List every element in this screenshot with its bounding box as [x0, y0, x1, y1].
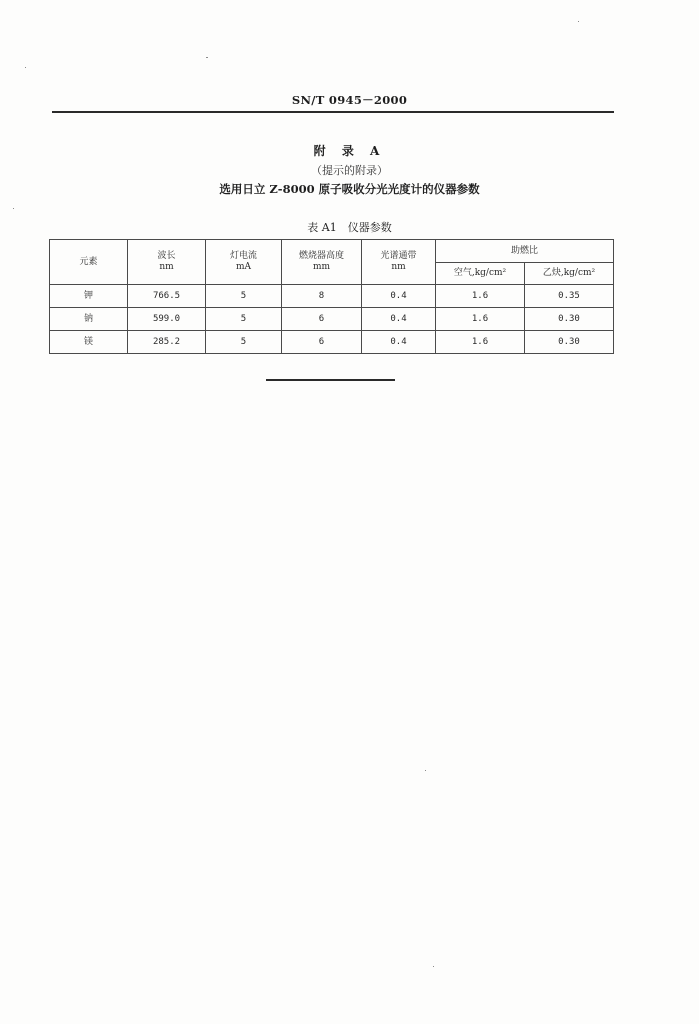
cell-air: 1.6: [436, 331, 525, 354]
scan-speck: [433, 966, 434, 967]
table-row: [50, 285, 614, 308]
cell-wavelength: 599.0: [128, 308, 206, 331]
scan-speck: [25, 67, 26, 68]
header-lamp-current: [206, 240, 282, 285]
cell-element: 钠: [50, 308, 128, 331]
header-burner-height-unit: mm: [312, 262, 331, 272]
end-rule: [266, 379, 395, 381]
table-row: [50, 308, 614, 331]
cell-acetylene: 0.35: [525, 285, 614, 308]
cell-air: 1.6: [436, 308, 525, 331]
cell-element: 钾: [50, 285, 128, 308]
cell-slit: 0.4: [362, 285, 436, 308]
header-rule: [52, 111, 614, 113]
cell-lamp-current: 5: [206, 285, 282, 308]
header-lamp-current-unit: mA: [235, 262, 252, 272]
scan-speck: [13, 208, 14, 209]
header-wavelength-unit: nm: [159, 262, 174, 272]
header-wavelength-label: 波长: [157, 251, 176, 261]
header-burner-height: [282, 240, 362, 285]
appendix-title: 附 录 A: [313, 144, 386, 158]
cell-air: 1.6: [436, 285, 525, 308]
cell-slit: 0.4: [362, 331, 436, 354]
cell-wavelength: 766.5: [128, 285, 206, 308]
scan-speck: [578, 21, 579, 22]
appendix-note: （提示的附录）: [311, 164, 388, 177]
cell-acetylene: 0.30: [525, 331, 614, 354]
cell-slit: 0.4: [362, 308, 436, 331]
appendix-subtitle: 选用日立 Z-8000 原子吸收分光光度计的仪器参数: [219, 182, 480, 196]
scan-speck: [425, 770, 426, 771]
header-slit: [362, 240, 436, 285]
cell-element: 镁: [50, 331, 128, 354]
header-slit-label: 光谱通带: [380, 251, 417, 261]
cell-burner-height: 6: [282, 308, 362, 331]
header-slit-unit: nm: [391, 262, 406, 272]
header-element: 元素: [50, 240, 128, 285]
header-lamp-current-label: 灯电流: [229, 251, 257, 261]
instrument-parameters-table: [49, 239, 614, 354]
header-air: 空气,kg/cm²: [436, 263, 525, 285]
cell-acetylene: 0.30: [525, 308, 614, 331]
header-burner-height-label: 燃烧器高度: [298, 251, 344, 261]
cell-lamp-current: 5: [206, 331, 282, 354]
header-acetylene: 乙炔,kg/cm²: [525, 263, 614, 285]
cell-burner-height: 8: [282, 285, 362, 308]
header-wavelength: [128, 240, 206, 285]
header-combustion-ratio: 助燃比: [436, 240, 614, 263]
scan-speck: [206, 57, 208, 58]
table-header-row: [50, 240, 614, 263]
table-row: [50, 331, 614, 354]
cell-lamp-current: 5: [206, 308, 282, 331]
cell-burner-height: 6: [282, 331, 362, 354]
standard-code: SN/T 0945－2000: [291, 93, 408, 107]
cell-wavelength: 285.2: [128, 331, 206, 354]
table-caption: 表 A1 仪器参数: [307, 221, 392, 234]
